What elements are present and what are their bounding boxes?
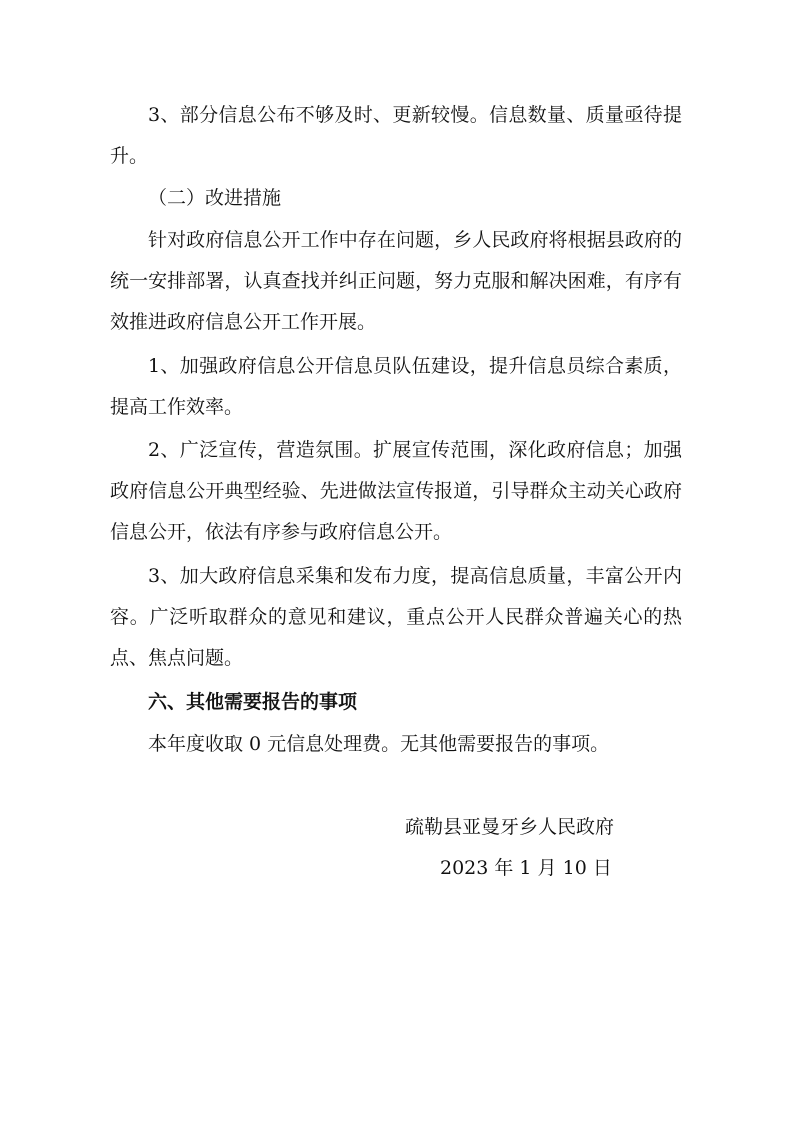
subheading-improvement-measures: （二）改进措施 xyxy=(148,187,282,209)
paragraph-measure-1: 1、加强政府信息公开信息员队伍建设，提升信息员综合素质，提高工作效率。 xyxy=(110,355,682,418)
signature-organization: 疏勒县亚曼牙乡人民政府 xyxy=(405,816,615,838)
paragraph-other-matters: 本年度收取 0 元信息处理费。无其他需要报告的事项。 xyxy=(148,733,610,755)
paragraph-measure-2: 2、广泛宣传，营造氛围。扩展宣传范围，深化政府信息；加强政府信息公开典型经验、先进做法宣传报道，引导群众主动关心政府信息公开，依法有序参与政府信息公开。 xyxy=(110,439,682,543)
signature-date: 2023 年 1 月 10 日 xyxy=(440,857,612,879)
paragraph-timeliness-issue: 3、部分信息公布不够及时、更新较慢。信息数量、质量亟待提升。 xyxy=(110,104,682,167)
section-heading-other-matters: 六、其他需要报告的事项 xyxy=(148,691,358,713)
paragraph-measure-3: 3、加大政府信息采集和发布力度，提高信息质量，丰富公开内容。广泛听取群众的意见和建议，重点公开人民群众普遍关心的热点、焦点问题。 xyxy=(110,565,682,669)
paragraph-improvement-intro: 针对政府信息公开工作中存在问题，乡人民政府将根据县政府的统一安排部署，认真查找并纠正问题，努力克服和解决困难，有序有效推进政府信息公开工作开展。 xyxy=(110,229,682,333)
